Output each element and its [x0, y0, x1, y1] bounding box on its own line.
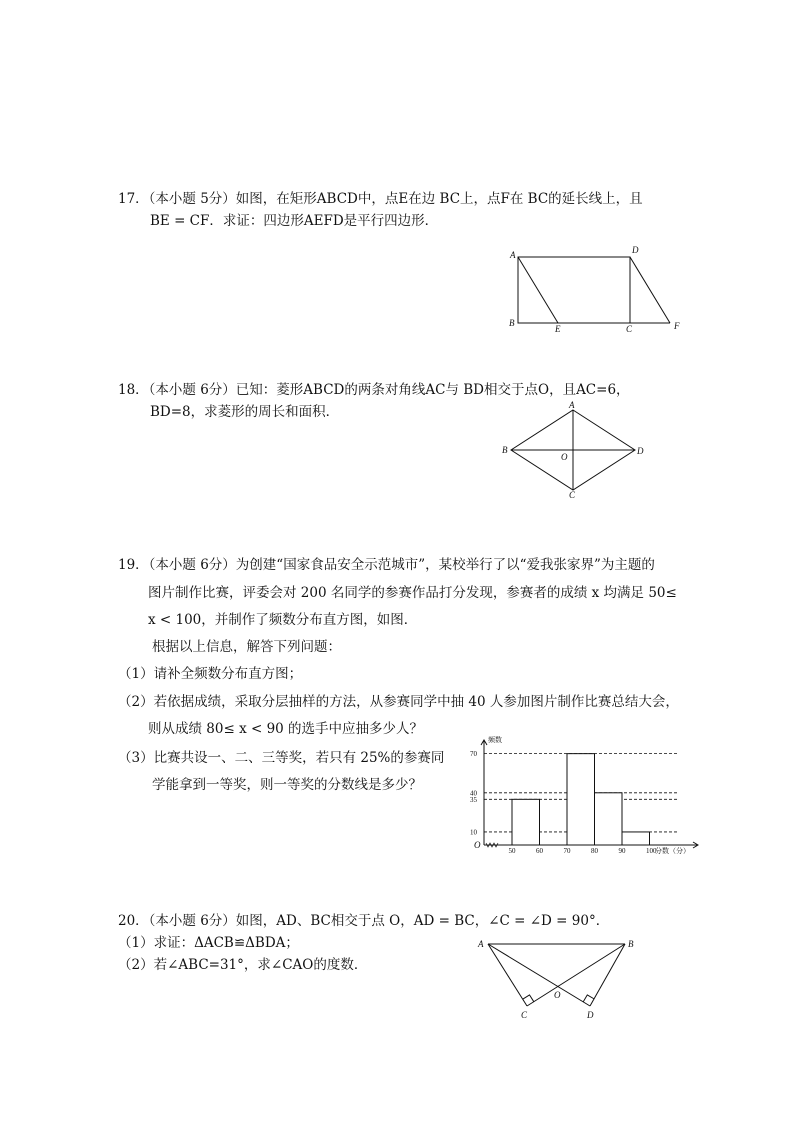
label-d: D — [632, 245, 639, 255]
right-angle-c — [523, 995, 534, 1002]
segment-ae — [518, 257, 558, 323]
q20-item-1: （1）求证：ΔACB≌ΔBDA； — [118, 935, 299, 951]
x-tick-label-90: 90 — [618, 847, 626, 855]
segment-ac — [488, 944, 527, 1006]
label-f: F — [674, 321, 680, 331]
x-tick-label-100: 100 — [646, 847, 657, 855]
rectangle-abcd — [518, 257, 630, 323]
label-a: A — [510, 250, 516, 260]
y-tick-label-10: 10 — [470, 828, 477, 837]
q19-item-2a: （2）若依据成绩，采取分层抽样的方法，从参赛同学中抽 40 人参加图片制作比赛总结大会， — [118, 694, 679, 710]
x-tick-label-80: 80 — [591, 847, 598, 855]
y-tick-label-70: 70 — [470, 750, 477, 759]
q18-line-2: BD=8，求菱形的周长和面积． — [150, 404, 340, 420]
q19-line-2: 图片制作比赛，评委会对 200 名同学的参赛作品打分发现，参赛者的成绩 x 均满足 50≤ — [148, 585, 677, 601]
q19-line-1: 19．（本小题 6分）为创建“国家食品安全示范城市”，某校举行了以“爱我张家界”为主题的 — [118, 557, 655, 573]
label-o: O — [554, 990, 561, 1000]
q17-rectangle-figure — [500, 244, 690, 336]
q18-line-1: 18．（本小题 6分）已知：菱形ABCD的两条对角线AC与 BD相交于点O，且AC=6， — [118, 382, 630, 398]
y-tick-label-40: 40 — [470, 789, 477, 798]
label-d: D — [637, 446, 644, 456]
y-tick-label-35: 35 — [470, 795, 477, 804]
histogram-bar-80-90 — [595, 793, 623, 845]
q20-triangle-figure — [470, 934, 650, 1022]
q19-item-1: （1）请补全频数分布直方图； — [118, 666, 303, 682]
y-axis-label: 频数 — [488, 736, 502, 744]
segment-df — [630, 257, 670, 323]
x-axis-label: 分数（分） — [655, 847, 690, 855]
label-b: B — [509, 318, 515, 328]
x-tick-label-60: 60 — [536, 847, 543, 855]
q19-item-3a: （3）比赛共设一、二、三等奖，若只有 25%的参赛同 — [118, 750, 445, 766]
q19-line-3: x < 100，并制作了频数分布直方图，如图． — [148, 612, 418, 628]
segment-cb — [527, 944, 625, 1006]
label-a: A — [478, 939, 484, 949]
q19-line-4: 根据以上信息，解答下列问题： — [152, 639, 341, 655]
q17-line-2: BE = CF．求证：四边形AEFD是平行四边形． — [150, 213, 439, 229]
histogram-bar-90-100 — [622, 832, 650, 845]
label-d: D — [587, 1010, 594, 1020]
q19-item-2b: 则从成绩 80≤ x < 90 的选手中应抽多少人？ — [148, 721, 424, 737]
x-tick-label-50: 50 — [508, 847, 516, 855]
x-tick-label-70: 70 — [563, 847, 571, 855]
label-b: B — [628, 939, 634, 949]
q18-rhombus-figure — [495, 400, 655, 500]
q17-line-1: 17．（本小题 5分）如图，在矩形ABCD中，点E在边 BC上，点F在 BC的延长线上，且 — [118, 191, 643, 207]
label-a: A — [569, 400, 575, 410]
origin-label: O — [474, 840, 481, 850]
q20-line-1: 20．（本小题 6分）如图，AD、BC相交于点 O，AD = BC，∠C = ∠D = 90°． — [118, 913, 610, 929]
histogram-bar-70-80 — [567, 754, 595, 845]
label-b: B — [502, 445, 508, 455]
histogram-bar-50-60 — [512, 799, 540, 845]
q19-histogram — [440, 732, 710, 860]
label-c: C — [569, 490, 576, 500]
segment-db — [590, 944, 625, 1006]
segment-ad — [488, 944, 590, 1006]
label-e: E — [555, 324, 561, 334]
q20-item-2: （2）若∠ABC=31°，求∠CAO的度数． — [118, 957, 368, 973]
q19-item-3b: 学能拿到一等奖，则一等奖的分数线是多少？ — [152, 777, 422, 793]
label-o: O — [561, 452, 568, 462]
label-c: C — [626, 324, 633, 334]
label-c: C — [521, 1010, 528, 1020]
